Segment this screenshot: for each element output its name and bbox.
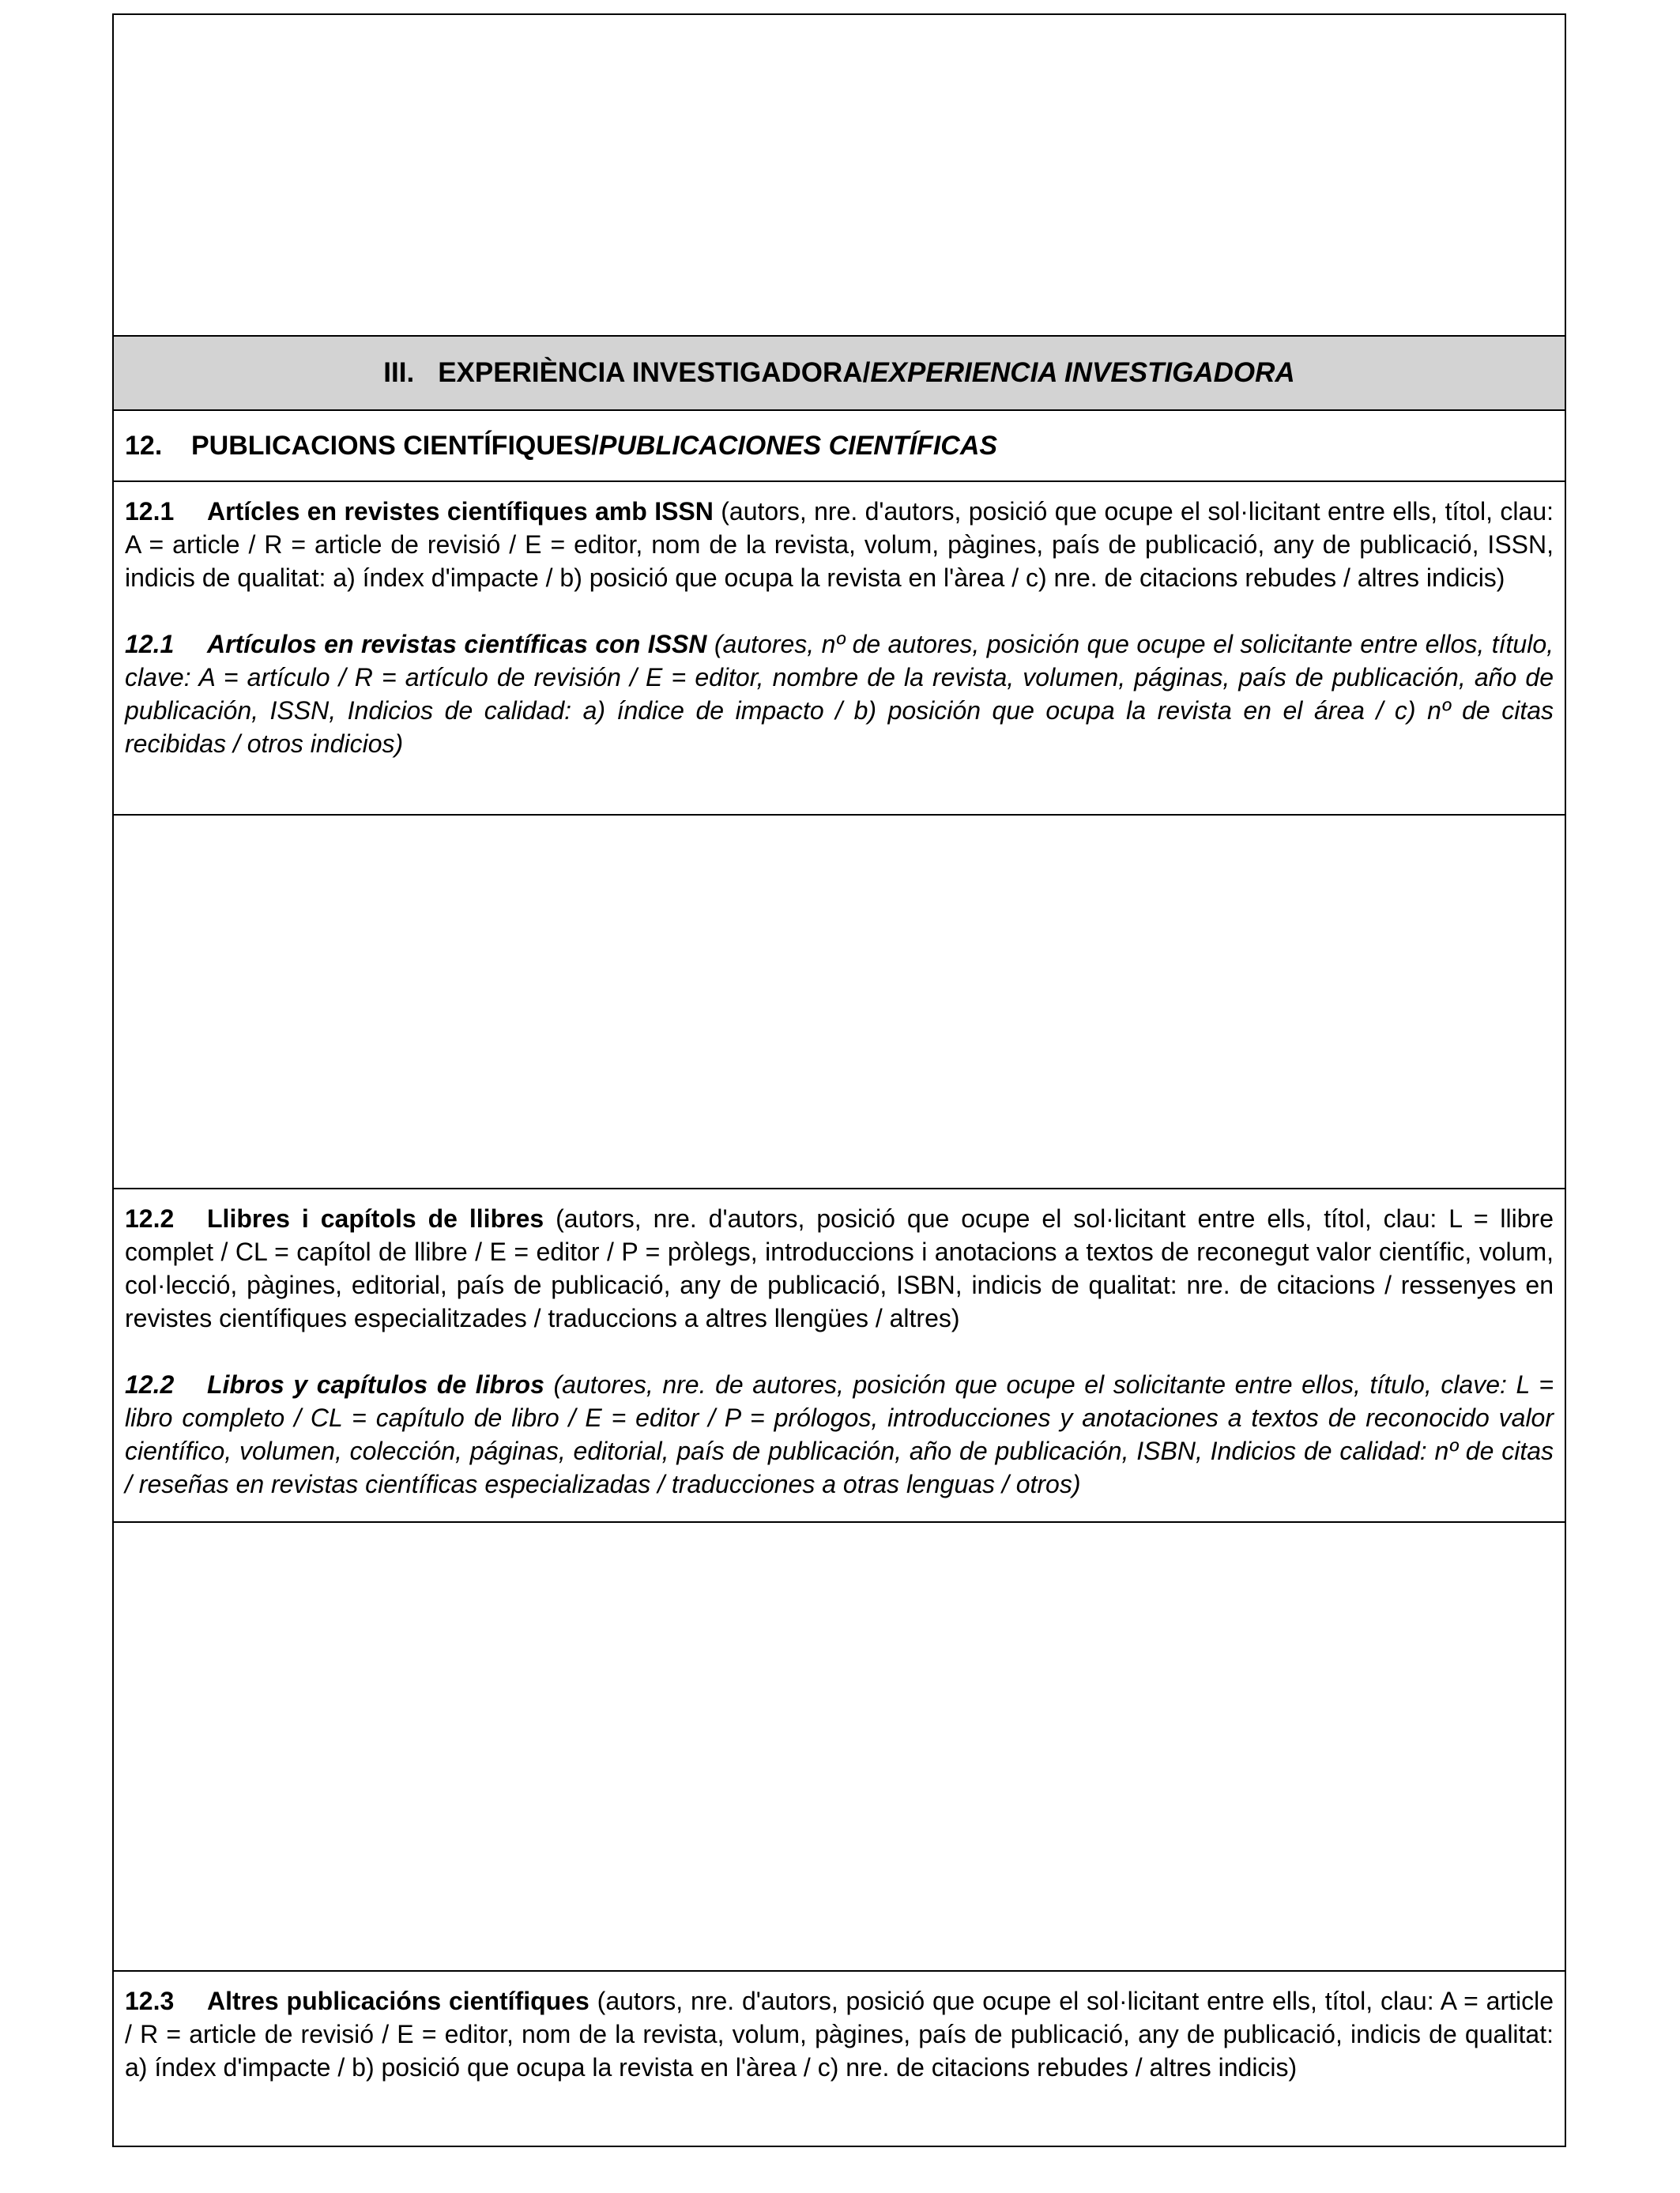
item-12-1-answer-area[interactable] [114,814,1565,1188]
item-12-1-es [125,627,1554,760]
item-number: 12.2 [125,1204,175,1233]
item-desc: (autores, nre. de autores, posición que ocupe el solicitante entre ellos, título, clave: L = libro completo / CL = capítulo de libro / E = editor / P = prólogos, introducciones y anotaciones a textos de reconocido valor científico, volumen, colección, páginas, editorial, país de publicación, año de publicación, ISBN, Indicios de calidad: nº de citas / reseñas en revistas científicas especializadas / traducciones a otras lenguas / otros) [125,1370,1554,1498]
subsection-title-ca: PUBLICACIONS CIENTÍFIQUES/ [191,430,599,461]
item-12-2-ca [125,1202,1554,1335]
section-title-ca: EXPERIÈNCIA INVESTIGADORA/ [438,357,871,388]
item-12-2-es [125,1368,1554,1501]
previous-answer-area[interactable] [114,15,1565,335]
item-number: 12.1 [125,630,175,658]
item-desc: (autors, nre. d'autors, posició que ocupe el sol·licitant entre ells, títol, clau: A = article / R = article de revisió / E = editor, nom de la revista, volum, pàgines, país de publicació, any de publicació, ISSN, indicis de qualitat: a) índex d'impacte / b) posició que ocupa la revista en l'àrea / c) nre. de citacions rebudes / altres indicis) [125,497,1554,592]
item-number: 12.3 [125,1987,175,2015]
section-title-es: EXPERIENCIA INVESTIGADORA [870,357,1295,388]
section-number: III. [383,357,415,388]
item-desc: (autores, nº de autores, posición que ocupe el solicitante entre ellos, título, clave: A = artículo / R = artículo de revisión / E = editor, nombre de la revista, volumen, páginas, país de publicación, año de publicación, ISSN, Indicios de calidad: a) índice de impacto / b) posición que ocupa la revista en el área / c) nº de citas recibidas / otros indicios) [125,630,1554,758]
item-12-2-description [114,1188,1565,1521]
item-title: Libros y capítulos de libros [207,1370,544,1399]
item-12-1-description [114,480,1565,814]
item-number: 12.1 [125,497,175,526]
item-12-3-description [114,1970,1565,2149]
item-12-3-ca [125,1984,1554,2084]
section-header [114,335,1565,409]
item-title: Altres publicacións científiques [207,1987,590,2015]
item-12-2-answer-area[interactable] [114,1521,1565,1970]
item-number: 12.2 [125,1370,175,1399]
item-12-1-ca [125,495,1554,594]
item-desc: (autors, nre. d'autors, posició que ocupe el sol·licitant entre ells, títol, clau: L = llibre complet / CL = capítol de llibre / E = editor / P = pròlegs, introduccions i anotacions a textos de reconegut valor científic, volum, col·lecció, pàgines, editorial, país de publicació, any de publicació, ISBN, indicis de qualitat: nre. de citacions / ressenyes en revistes científiques especialitzades / traduccions a altres llengües / altres) [125,1204,1554,1332]
item-desc: (autors, nre. d'autors, posició que ocupe el sol·licitant entre ells, títol, clau: A = article / R = article de revisió / E = editor, nom de la revista, volum, pàgines, país de publicació, any de publicació, indicis de qualitat: a) índex d'impacte / b) posició que ocupa la revista en l'àrea / c) nre. de citacions rebudes / altres indicis) [125,1987,1554,2082]
form-frame [112,13,1566,2147]
subsection-title-es: PUBLICACIONES CIENTÍFICAS [598,430,998,461]
subsection-number: 12. [125,430,163,461]
subsection-header [114,409,1565,480]
item-title: Artículos en revistas científicas con ISSN [207,630,707,658]
item-title: Artícles en revistes científiques amb ISSN [207,497,714,526]
item-title: Llibres i capítols de llibres [207,1204,544,1233]
